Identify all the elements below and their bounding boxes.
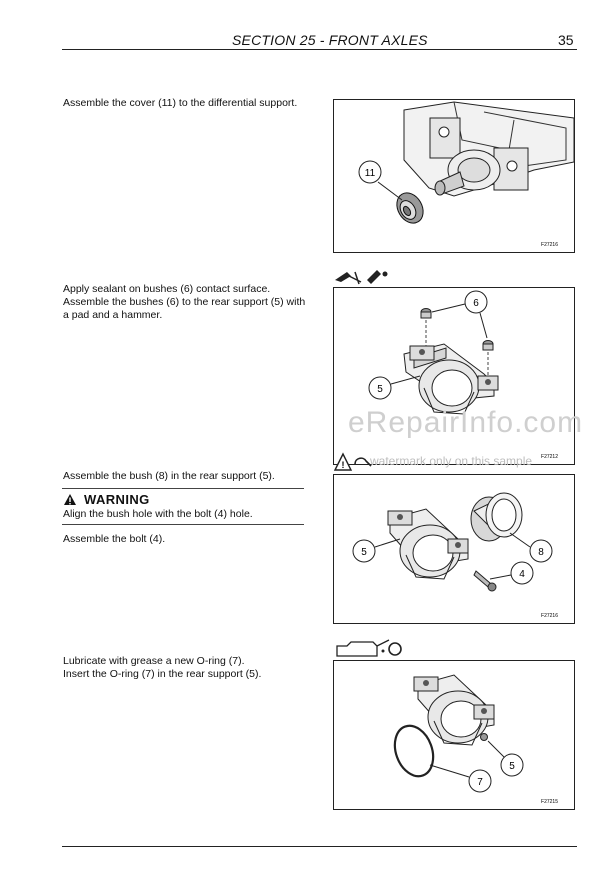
section-title: SECTION 25 - FRONT AXLES	[232, 32, 428, 48]
callout-5: 5	[361, 547, 367, 558]
warning-icon	[63, 493, 77, 506]
step2-text	[63, 283, 305, 322]
watermark-sub: watermark only on this sample	[370, 454, 533, 468]
callout-8: 8	[538, 547, 544, 558]
warning-heading	[63, 492, 150, 507]
step2-line-1: Apply sealant on bushes (6) contact surface.	[63, 283, 271, 295]
callout-11: 11	[364, 168, 376, 179]
callout-5: 5	[377, 384, 383, 395]
callout-5: 5	[509, 761, 515, 772]
figure-4	[333, 660, 575, 810]
footer-divider	[62, 846, 577, 847]
figure-1-drawing	[334, 100, 574, 252]
step2-line-2: Assemble the bushes (6) to the rear support (5) with	[63, 296, 306, 308]
step4-line-1: Lubricate with grease a new O-ring (7).	[63, 655, 245, 667]
warning-title: WARNING	[84, 492, 150, 507]
step4-line-2: Insert the O-ring (7) in the rear support (5).	[63, 668, 262, 680]
warning-bottom-rule	[62, 524, 304, 525]
figure-code: F27216	[541, 613, 558, 619]
figure-code: F27212	[541, 454, 558, 460]
figure-code: F27215	[541, 799, 558, 805]
figure-code: F27216	[541, 242, 558, 248]
step1-text: Assemble the cover (11) to the differential support.	[63, 97, 298, 109]
step3-text: Assemble the bush (8) in the rear support (5).	[63, 470, 275, 482]
figure-1	[333, 99, 575, 253]
warning-wrench-icon	[333, 452, 373, 472]
page-number: 35	[558, 32, 574, 48]
callout-7: 7	[477, 777, 483, 788]
sealant-hammer-icon	[333, 268, 389, 286]
figure-4-drawing	[334, 661, 574, 809]
step3-text-2: Assemble the bolt (4).	[63, 533, 166, 545]
warning-top-rule	[62, 488, 304, 489]
figure-3	[333, 474, 575, 624]
step2-line-3: a pad and a hammer.	[63, 309, 163, 321]
watermark-main: eRepairInfo.com	[348, 406, 584, 439]
callout-6: 6	[473, 298, 479, 309]
warning-text: Align the bush hole with the bolt (4) hole.	[63, 508, 253, 520]
header-divider	[62, 49, 577, 50]
svg-text:!: !	[341, 460, 345, 470]
step4-text	[63, 655, 261, 681]
callout-4: 4	[519, 569, 525, 580]
figure-3-drawing	[334, 475, 574, 623]
grease-oring-icon	[333, 636, 405, 658]
